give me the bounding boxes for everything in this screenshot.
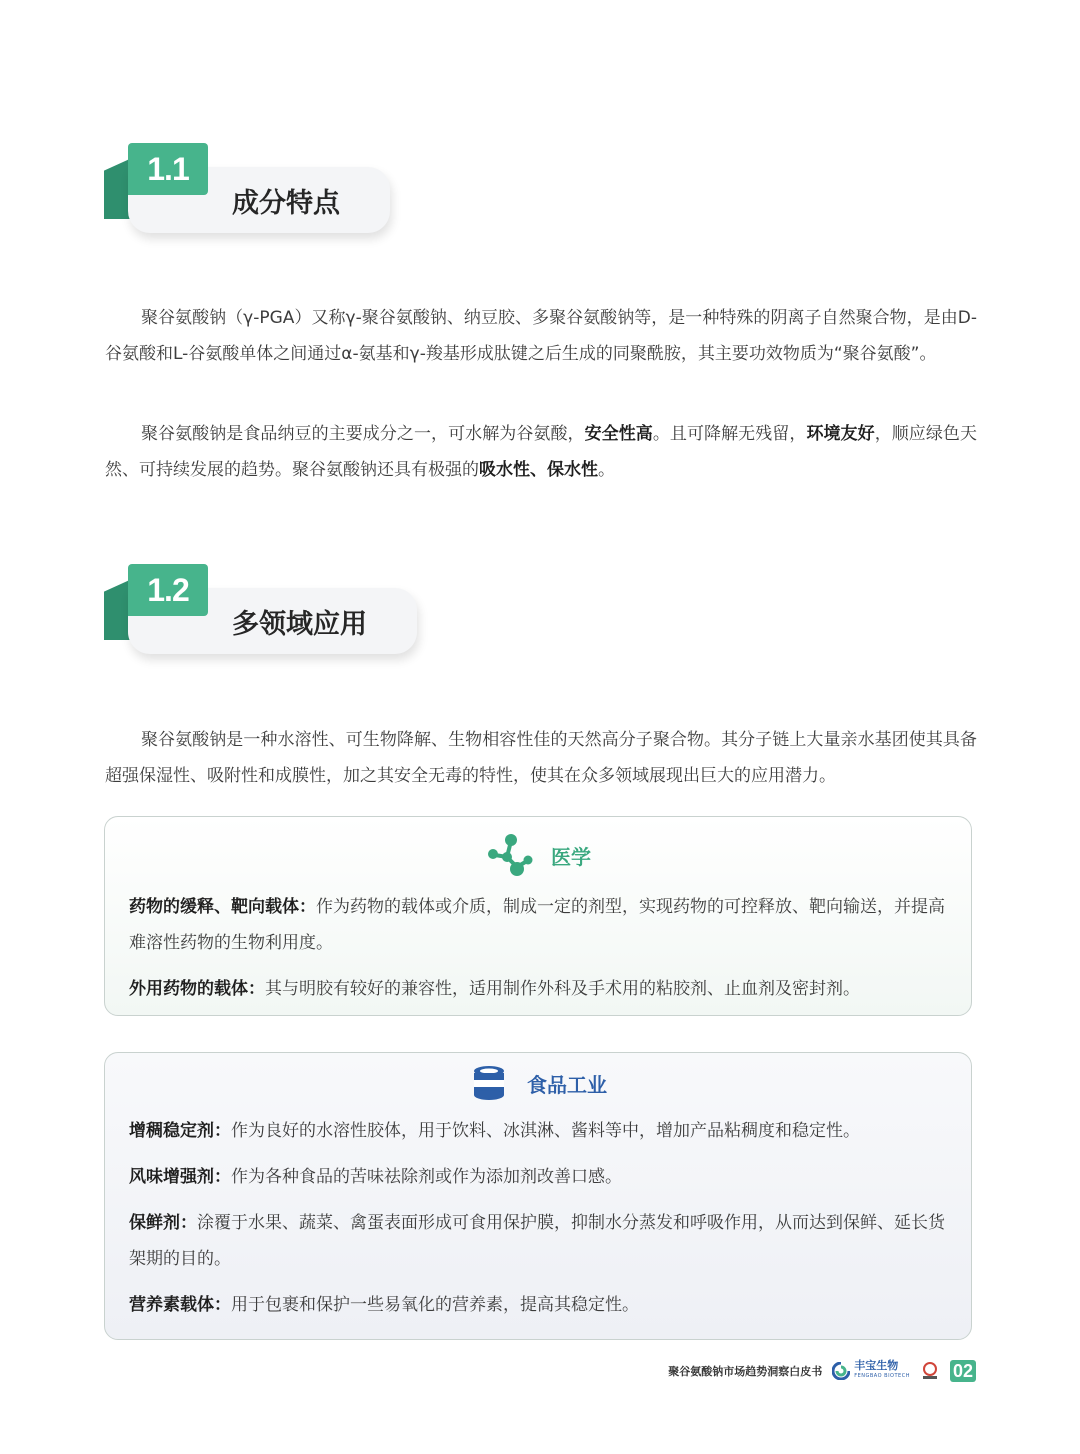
food-item xyxy=(129,1287,947,1323)
item-key: 外用药物的载体： xyxy=(129,979,265,999)
partner-logo-icon xyxy=(920,1362,940,1380)
highlight-water: 吸水性、保水性 xyxy=(479,460,598,480)
food-card-title xyxy=(105,1063,971,1103)
text-run: ，顺应绿色天然、可持续发展的趋势。聚谷氨酸钠还具有极强的 xyxy=(105,424,977,480)
food-item xyxy=(129,1159,947,1195)
card-title-text: 食品工业 xyxy=(527,1072,607,1097)
section1-paragraph-2 xyxy=(105,416,977,488)
food-item xyxy=(129,1113,947,1149)
section-number: 1.1 xyxy=(128,143,208,195)
medicine-card xyxy=(104,816,972,1016)
food-item xyxy=(129,1205,947,1277)
card-title-text: 医学 xyxy=(551,844,591,869)
molecule-icon xyxy=(485,833,533,877)
item-text: 涂覆于水果、蔬菜、禽蛋表面形成可食用保护膜，抑制水分蒸发和呼吸作用，从而达到保鲜、延长货架期的目的。 xyxy=(129,1213,945,1269)
item-text: 作为各种食品的苦味祛除剂或作为添加剂改善口感。 xyxy=(231,1167,622,1187)
highlight-safety: 安全性高 xyxy=(584,424,653,444)
item-text: 作为药物的载体或介质，制成一定的剂型，实现药物的可控释放、靶向输送，并提高难溶性药物的生物利用度。 xyxy=(129,897,945,953)
food-card xyxy=(104,1052,972,1340)
item-text: 用于包裹和保护一些易氧化的营养素，提高其稳定性。 xyxy=(231,1295,639,1315)
item-key: 药物的缓释、靶向载体： xyxy=(129,897,316,917)
text-run: 。且可降解无残留， xyxy=(652,424,807,444)
section-number: 1.2 xyxy=(128,564,208,616)
item-key: 风味增强剂： xyxy=(129,1167,231,1187)
medicine-item xyxy=(129,889,947,961)
brand-logo xyxy=(832,1360,910,1382)
brand-subtitle: FENGBAO BIOTECH xyxy=(854,1373,910,1379)
text-run: 。 xyxy=(598,460,615,480)
highlight-eco: 环境友好 xyxy=(806,424,875,444)
section-title: 多领域应用 xyxy=(128,588,417,654)
item-key: 增稠稳定剂： xyxy=(129,1121,231,1141)
section1-paragraph-1: 聚谷氨酸钠（γ-PGA）又称γ-聚谷氨酸钠、纳豆胶、多聚谷氨酸钠等，是一种特殊的阴离子自然聚合物，是由D-谷氨酸和L-谷氨酸单体之间通过α-氨基和γ-羧基形成肽键之后生成的同聚酰胺，其主要功效物质为“聚谷氨酸”。 xyxy=(105,308,977,364)
brand-name: 丰宝生物 xyxy=(854,1359,899,1372)
item-text: 其与明胶有较好的兼容性，适用制作外科及手术用的粘胶剂、止血剂及密封剂。 xyxy=(265,979,860,999)
document-title: 聚谷氨酸钠市场趋势洞察白皮书 xyxy=(668,1365,823,1378)
page-number: 02 xyxy=(950,1360,976,1382)
section2-paragraph-1: 聚谷氨酸钠是一种水溶性、可生物降解、生物相容性佳的天然高分子聚合物。其分子链上大量亲水基团使其具备超强保湿性、吸附性和成膜性，加之其安全无毒的特性，使其在众多领域展现出巨大的应用潜力。 xyxy=(105,730,977,786)
brand-logo-icon xyxy=(832,1362,850,1380)
canned-food-icon xyxy=(469,1063,509,1103)
section-heading-1-1 xyxy=(104,143,424,243)
item-text: 作为良好的水溶性胶体，用于饮料、冰淇淋、酱料等中，增加产品粘稠度和稳定性。 xyxy=(231,1121,860,1141)
medicine-item xyxy=(129,971,947,1007)
item-key: 保鲜剂： xyxy=(129,1213,197,1233)
section-title: 成分特点 xyxy=(128,167,390,233)
section-heading-1-2 xyxy=(104,564,424,664)
medicine-card-title xyxy=(105,835,971,875)
page-footer xyxy=(668,1360,976,1382)
item-key: 营养素载体： xyxy=(129,1295,231,1315)
text-run: 聚谷氨酸钠是食品纳豆的主要成分之一，可水解为谷氨酸， xyxy=(141,424,585,444)
